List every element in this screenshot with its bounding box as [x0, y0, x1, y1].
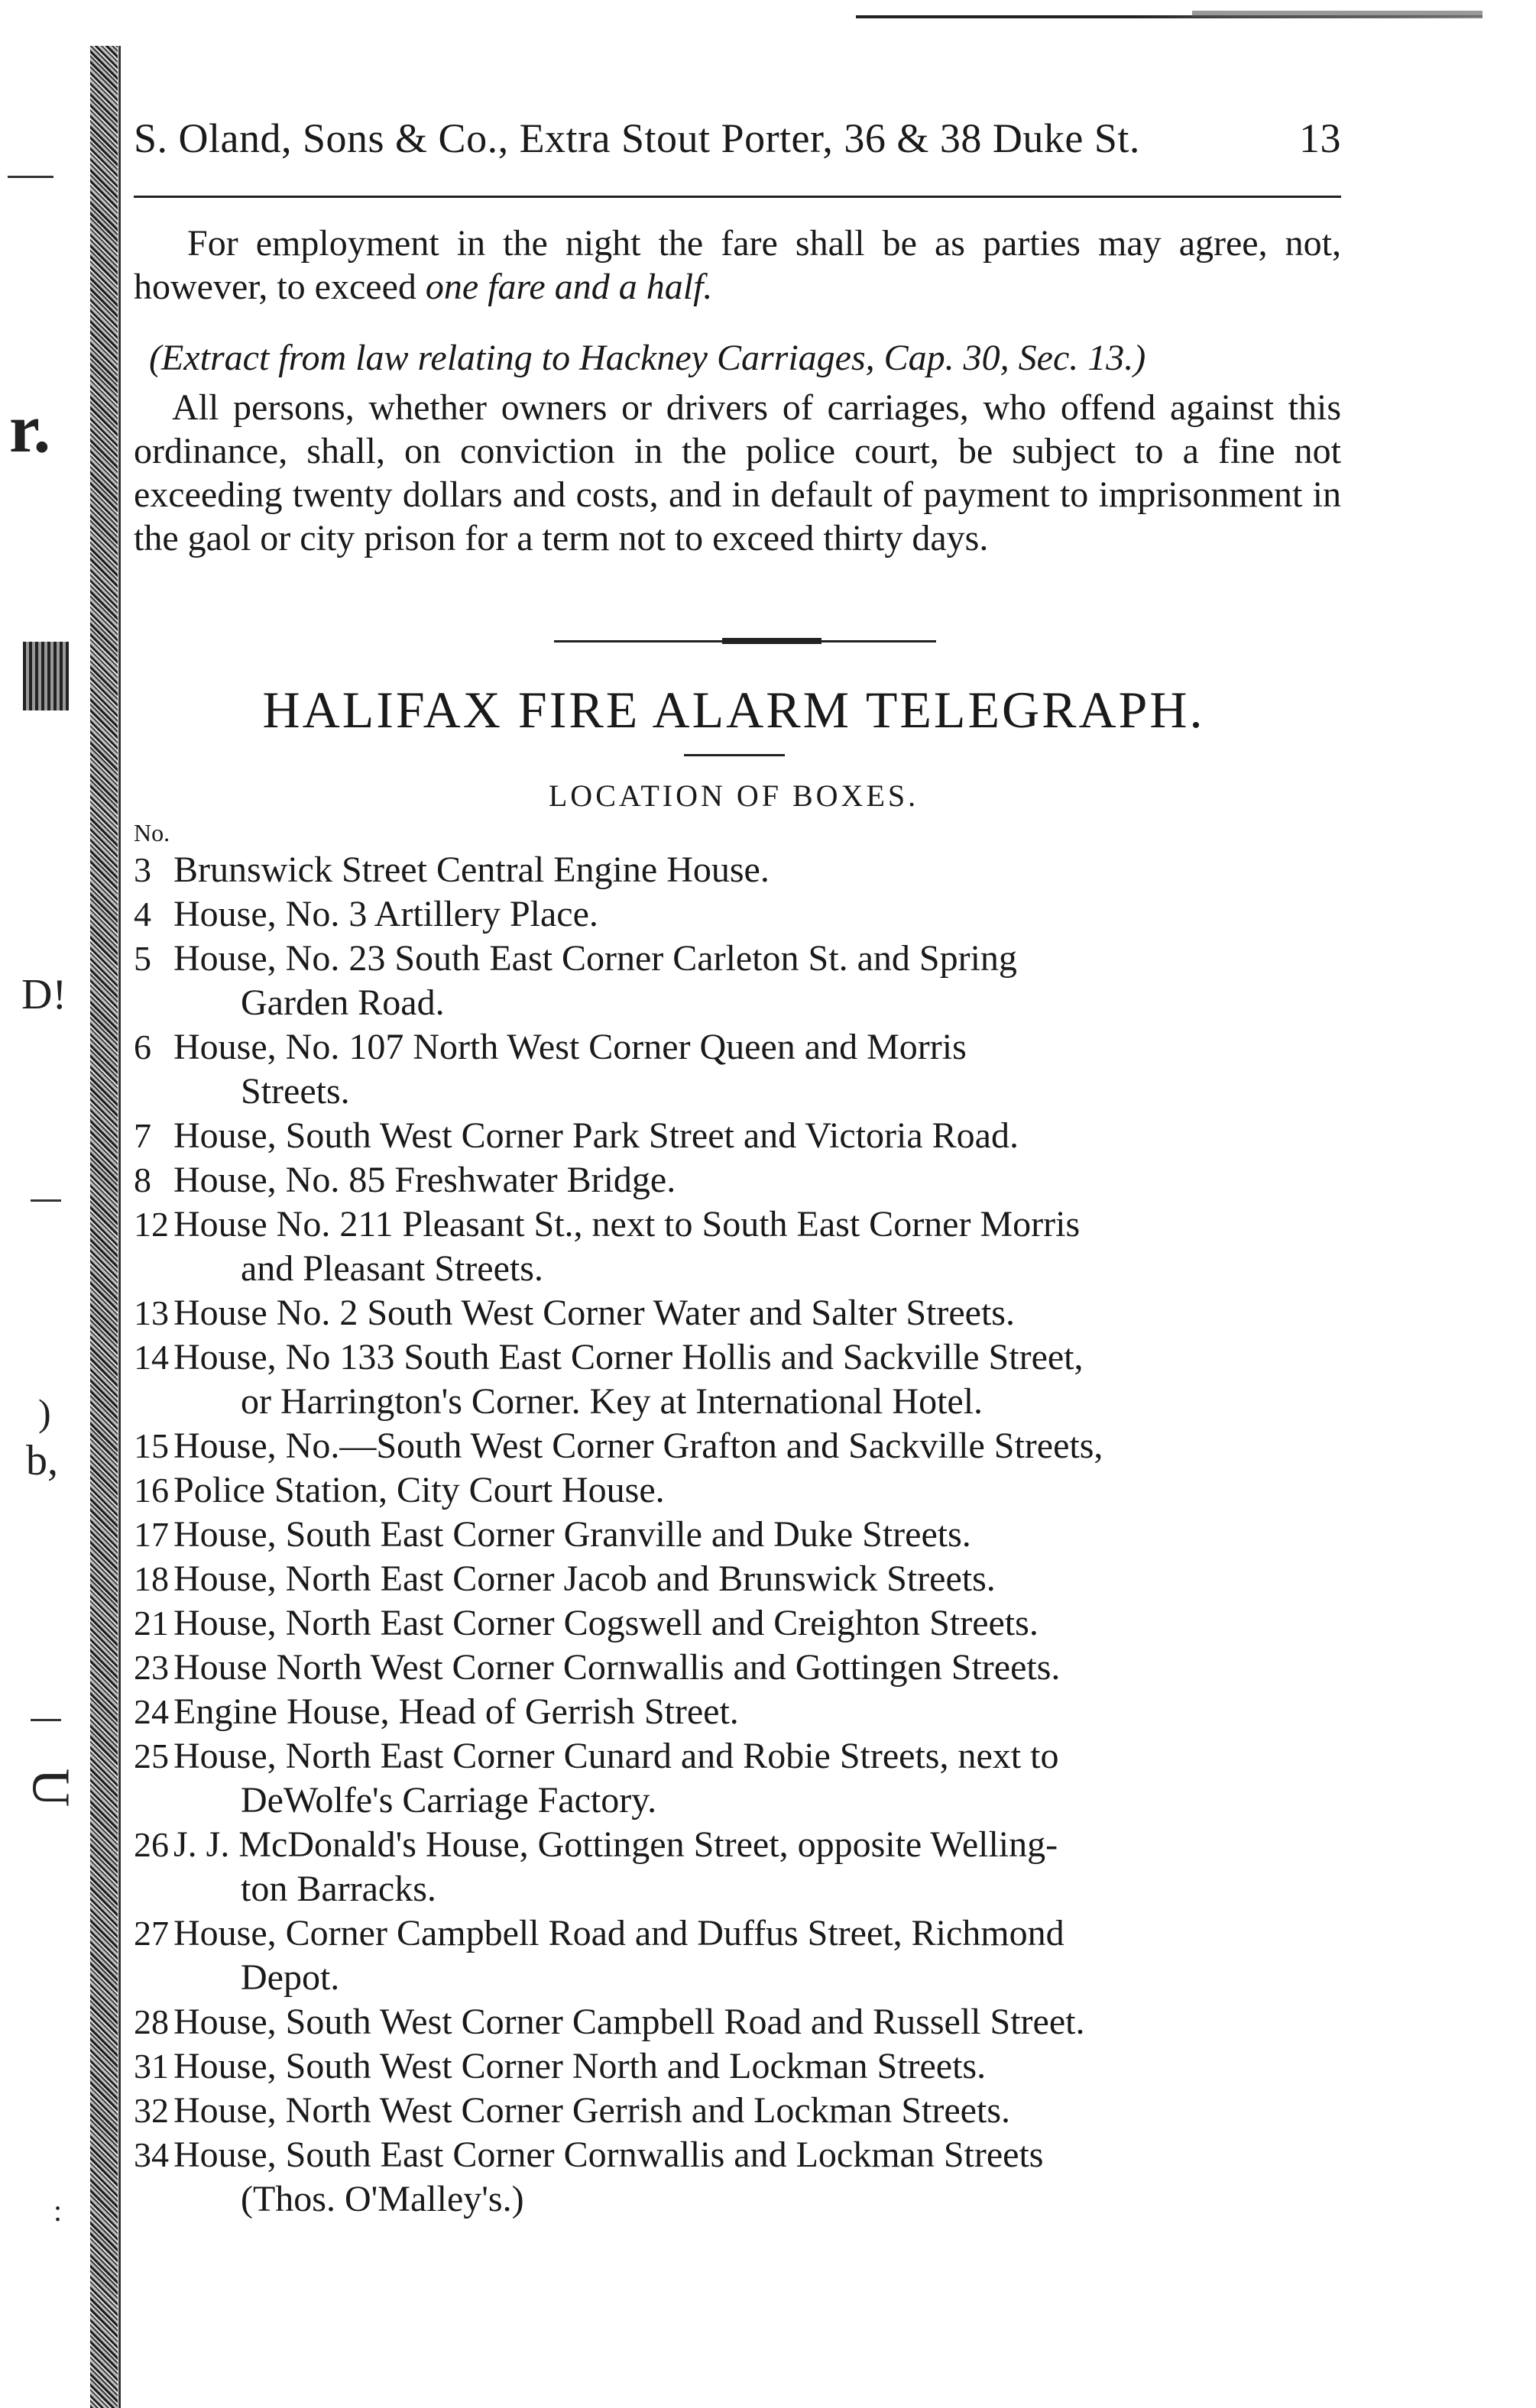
box-location: Brunswick Street Central Engine House.	[173, 850, 770, 890]
margin-mark: r.	[9, 391, 51, 467]
box-location: House, South West Corner Campbell Road and Russell Street.	[173, 2002, 1085, 2042]
box-location: House, South East Corner Cornwallis and Lockman Streets	[173, 2135, 1044, 2175]
box-location: J. J. McDonald's House, Gottingen Street, opposite Welling-	[173, 1824, 1058, 1865]
box-entry	[126, 1468, 1341, 1513]
box-location: House North West Corner Cornwallis and Gottingen Streets.	[173, 1647, 1061, 1688]
running-header	[134, 115, 1341, 162]
box-location-continued: Streets.	[241, 1071, 350, 1112]
box-number: 17	[134, 1515, 169, 1554]
box-number: 8	[134, 1160, 151, 1199]
box-entry	[126, 1690, 1341, 1734]
margin-mark	[31, 1719, 61, 1721]
box-location: House, North East Corner Jacob and Brunswick Streets.	[173, 1558, 996, 1599]
box-location-continued: ton Barracks.	[241, 1869, 436, 1909]
box-number: 5	[134, 939, 151, 978]
box-number: 24	[134, 1692, 169, 1731]
box-entry	[126, 2000, 1341, 2044]
box-location: House, Corner Campbell Road and Duffus Street, Richmond	[173, 1913, 1065, 1953]
box-entry	[126, 1158, 1341, 1202]
box-entry	[126, 1202, 1341, 1291]
fare-rule-text: For employment in the night the fare shall be as parties may agree, not, however, to exceed	[134, 223, 1341, 307]
box-entry	[126, 1823, 1341, 1911]
box-location-continued: DeWolfe's Carriage Factory.	[241, 1780, 657, 1821]
box-number: 18	[134, 1559, 169, 1598]
title-rule	[684, 754, 785, 756]
box-location: House, No. 23 South East Corner Carleton St. and Spring	[173, 938, 1017, 979]
box-entry	[126, 1646, 1341, 1690]
box-entry	[126, 1513, 1341, 1557]
box-location: House, North East Corner Cogswell and Creighton Streets.	[173, 1603, 1039, 1643]
box-number: 14	[134, 1338, 169, 1377]
box-number: 28	[134, 2002, 169, 2041]
box-number: 32	[134, 2091, 169, 2130]
margin-mark: U	[21, 1768, 80, 1808]
box-entry	[126, 1291, 1341, 1335]
section-title: HALIFAX FIRE ALARM TELEGRAPH.	[262, 681, 1205, 739]
fare-rule-emphasis: one fare and a half.	[425, 267, 713, 307]
box-entry	[126, 2089, 1341, 2133]
box-location-continued: and Pleasant Streets.	[241, 1248, 543, 1289]
box-location: House, North West Corner Gerrish and Lockman Streets.	[173, 2090, 1010, 2131]
page-binding-edge	[90, 46, 118, 2408]
number-column-label: No.	[134, 819, 170, 846]
box-location: House, No. 3 Artillery Place.	[173, 894, 598, 934]
box-number: 13	[134, 1293, 169, 1332]
box-location-continued: Garden Road.	[241, 982, 445, 1023]
box-number: 6	[134, 1028, 151, 1066]
box-number: 23	[134, 1648, 169, 1687]
margin-mark	[31, 1199, 61, 1202]
page-number: 13	[1299, 115, 1341, 161]
margin-mark	[8, 176, 53, 178]
box-entry	[126, 1424, 1341, 1468]
box-location: House No. 2 South West Corner Water and Salter Streets.	[173, 1293, 1015, 1333]
box-location-continued: or Harrington's Corner. Key at International Hotel.	[241, 1381, 983, 1422]
margin-mark: :	[53, 2193, 63, 2228]
box-location: House, No 133 South East Corner Hollis and Sackville Street,	[173, 1337, 1084, 1377]
box-number: 7	[134, 1116, 151, 1155]
section-divider-heavy	[722, 638, 821, 644]
box-entry	[126, 1557, 1341, 1601]
top-edge-rule-heavy	[1192, 11, 1483, 17]
box-entry	[126, 937, 1341, 1025]
box-number: 21	[134, 1604, 169, 1643]
fare-rule-paragraph	[134, 222, 1341, 309]
box-entry	[126, 2133, 1341, 2222]
box-number: 16	[134, 1471, 169, 1510]
box-location: House No. 211 Pleasant St., next to South East Corner Morris	[173, 1204, 1081, 1244]
box-location: House, South West Corner North and Lockman Streets.	[173, 2046, 987, 2086]
header-advert: S. Oland, Sons & Co., Extra Stout Porter, 36 & 38 Duke St.	[134, 115, 1140, 161]
box-entry	[126, 1025, 1341, 1114]
box-entry	[126, 2044, 1341, 2089]
box-location: House, No. 85 Freshwater Bridge.	[173, 1160, 676, 1200]
box-number: 3	[134, 850, 151, 889]
box-number: 34	[134, 2135, 169, 2174]
box-location-continued: Depot.	[241, 1957, 340, 1998]
box-entry	[126, 1335, 1341, 1424]
box-location: House, No.—South West Corner Grafton and Sackville Streets,	[173, 1426, 1103, 1466]
box-number: 4	[134, 895, 151, 934]
section-subtitle: LOCATION OF BOXES.	[548, 778, 919, 813]
binding-line	[118, 46, 121, 2408]
box-number: 15	[134, 1426, 169, 1465]
box-location: Police Station, City Court House.	[173, 1470, 665, 1510]
box-number: 25	[134, 1736, 169, 1775]
box-number: 12	[134, 1205, 169, 1244]
box-number: 27	[134, 1914, 169, 1953]
box-entry	[126, 848, 1341, 892]
margin-mark	[23, 642, 69, 710]
box-location: House, South West Corner Park Street and Victoria Road.	[173, 1115, 1019, 1156]
box-entry	[126, 1734, 1341, 1823]
extract-citation: (Extract from law relating to Hackney Carriages, Cap. 30, Sec. 13.)	[149, 338, 1146, 378]
margin-mark: D!	[21, 971, 67, 1018]
box-location: House, South East Corner Granville and Duke Streets.	[173, 1514, 971, 1555]
margin-mark: )	[38, 1391, 51, 1434]
header-rule	[134, 196, 1341, 198]
penalty-paragraph: All persons, whether owners or drivers of carriages, who offend against this ordinance, shall, on conviction in the police court, be subject to a fine not exceeding twenty dollars and costs, and in default of payment to imprisonment in the gaol or city prison for a term not to exceed thirty days.	[134, 387, 1341, 558]
box-location-continued: (Thos. O'Malley's.)	[241, 2179, 524, 2219]
box-location: House, North East Corner Cunard and Robie Streets, next to	[173, 1736, 1059, 1776]
margin-mark: b,	[26, 1437, 58, 1484]
box-entry	[126, 892, 1341, 937]
box-number: 31	[134, 2047, 169, 2086]
box-entry	[126, 1911, 1341, 2000]
box-entry	[126, 1114, 1341, 1158]
box-number: 26	[134, 1825, 169, 1864]
box-location: House, No. 107 North West Corner Queen and Morris	[173, 1027, 967, 1067]
fire-alarm-box-list	[126, 848, 1341, 2222]
box-entry	[126, 1601, 1341, 1646]
box-location: Engine House, Head of Gerrish Street.	[173, 1691, 739, 1732]
